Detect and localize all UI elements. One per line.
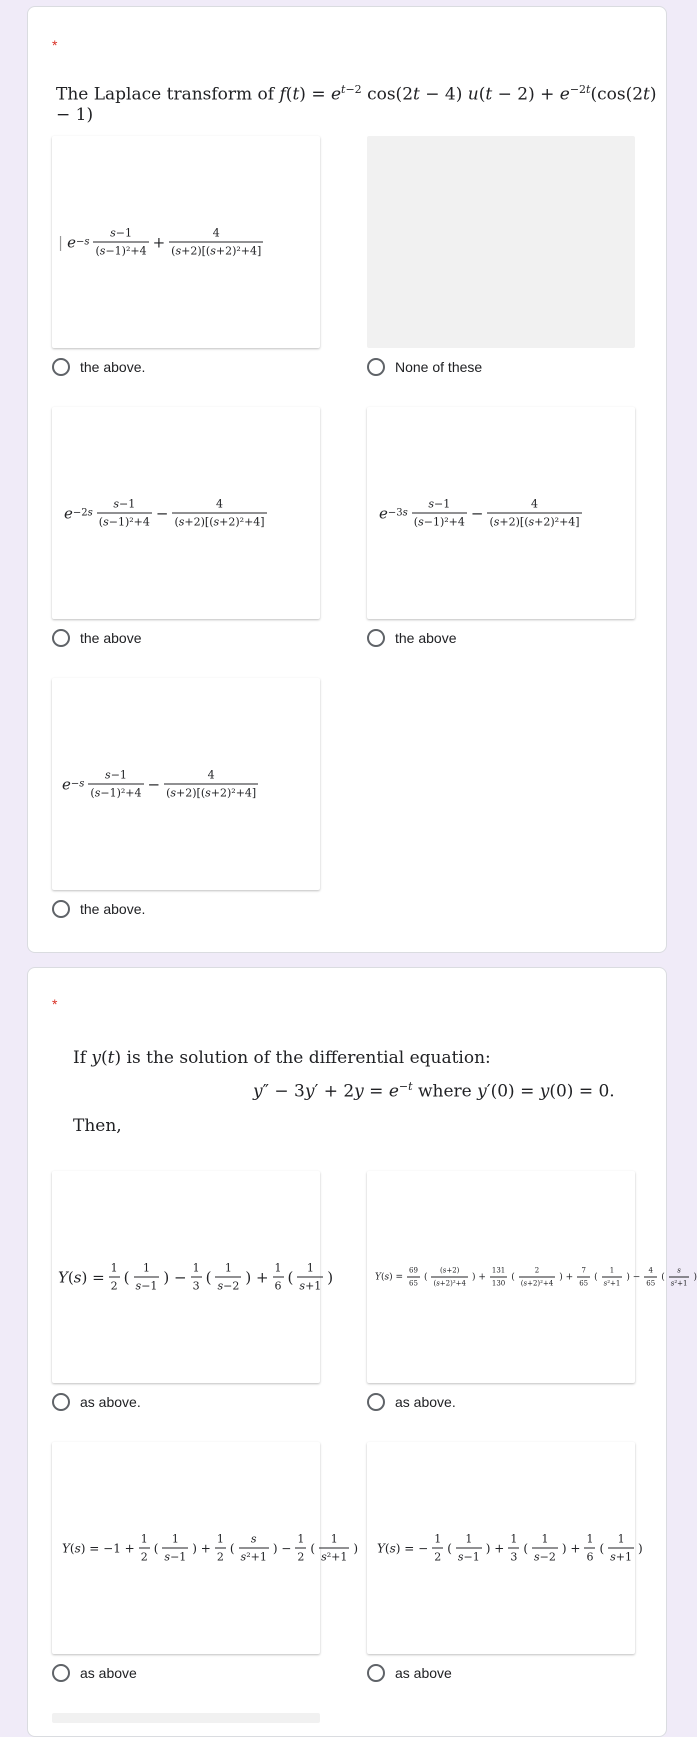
option-image-8[interactable]: Y ( s ) = −1 + $\frac{1}{2}$ ( $\frac{1}{s-1}$ ) + $\frac{1}{2}$ ( $\frac{s}{\text{s²+1}}$ ) − $\frac{1}{2}$ ( $\frac{1}{\text{s²+1}}$ ) xyxy=(52,1442,320,1654)
option-image-7[interactable]: Y ( s ) = $\frac{69}{65}$ ( $\frac{(s+2)}{\text{(s+2)²+4}}$ ) + $\frac{131}{130}$ ( $\frac{2}{\text{(s+2)²+4}}$ ) + $\frac{7}{65}$ ( $\frac{1}{\text{s²+1}}$ ) − $\frac{4}{65}$ ( $\frac{s}{\text{s²+1}}$ ) xyxy=(367,1171,635,1383)
option-radio-4[interactable] xyxy=(367,629,457,647)
option-radio-6[interactable] xyxy=(52,1393,141,1411)
required-asterisk: * xyxy=(52,37,58,53)
option-image-3[interactable]: e −2s $\frac{s-1}{\text{(s−1)²+4}}$ − $\frac{4}{\text{(s+2)[(s+2)²+4]}}$ xyxy=(52,407,320,619)
option-label: the above xyxy=(395,630,457,646)
option-radio-7[interactable] xyxy=(367,1393,456,1411)
option-radio-9[interactable] xyxy=(367,1664,452,1682)
option-image-10-partial[interactable] xyxy=(52,1713,320,1723)
radio-circle-icon[interactable] xyxy=(367,1393,385,1411)
option-radio-3[interactable] xyxy=(52,629,142,647)
radio-circle-icon[interactable] xyxy=(52,629,70,647)
question-title: The Laplace transform of $f(t) = e^{t-2}$ cos(2t − 4) $u(t - 2) + e^{-2t}(\cos(2t) - 1)$ xyxy=(56,83,657,125)
option-label: None of these xyxy=(395,359,483,375)
question-intro: If y(t) is the solution of the differential equation: xyxy=(73,1048,491,1068)
option-label: as above. xyxy=(80,1394,141,1410)
option-radio-1[interactable] xyxy=(52,358,145,376)
option-label: the above. xyxy=(80,901,146,917)
option-image-6[interactable]: Y ( s ) = $\frac{1}{2}$ ( $\frac{1}{s-1}$ ) − $\frac{1}{3}$ ( $\frac{1}{s-2}$ ) + $\frac{1}{6}$ ( $\frac{1}{s+1}$ ) xyxy=(52,1171,320,1383)
option-image-5[interactable]: e −s $\frac{s-1}{\text{(s−1)²+4}}$ − $\frac{4}{\text{(s+2)[(s+2)²+4]}}$ xyxy=(52,678,320,890)
option-radio-5[interactable] xyxy=(52,900,145,918)
question-equation: $y'' - 3y' + 2y = e^{-t}$ where y′(0) = y(0) = 0. xyxy=(253,1080,615,1102)
radio-circle-icon[interactable] xyxy=(52,358,70,376)
option-label: as above. xyxy=(395,1394,456,1410)
radio-circle-icon[interactable] xyxy=(367,1664,385,1682)
radio-circle-icon[interactable] xyxy=(367,358,385,376)
option-radio-2[interactable] xyxy=(367,358,482,376)
option-label: as above xyxy=(80,1665,137,1681)
option-label: the above xyxy=(80,630,142,646)
option-radio-8[interactable] xyxy=(52,1664,137,1682)
option-label: as above xyxy=(395,1665,452,1681)
option-image-9[interactable]: Y ( s ) = − $\frac{1}{2}$ ( $\frac{1}{s-1}$ ) + $\frac{1}{3}$ ( $\frac{1}{s-2}$ ) + $\frac{1}{6}$ ( $\frac{1}{s+1}$ ) xyxy=(367,1442,635,1654)
option-label: the above. xyxy=(80,359,146,375)
required-asterisk: * xyxy=(52,996,58,1012)
radio-circle-icon[interactable] xyxy=(367,629,385,647)
option-image-2-blank[interactable] xyxy=(367,136,635,348)
radio-circle-icon[interactable] xyxy=(52,900,70,918)
radio-circle-icon[interactable] xyxy=(52,1393,70,1411)
radio-circle-icon[interactable] xyxy=(52,1664,70,1682)
option-image-4[interactable]: e −3s $\frac{s-1}{\text{(s−1)²+4}}$ − $\frac{4}{\text{(s+2)[(s+2)²+4]}}$ xyxy=(367,407,635,619)
option-image-1[interactable]: | e −s $\frac{s-1}{\text{(s−1)²+4}}$ + $\frac{4}{\text{(s+2)[(s+2)²+4]}}$ xyxy=(52,136,320,348)
question-then: Then, xyxy=(73,1116,122,1136)
